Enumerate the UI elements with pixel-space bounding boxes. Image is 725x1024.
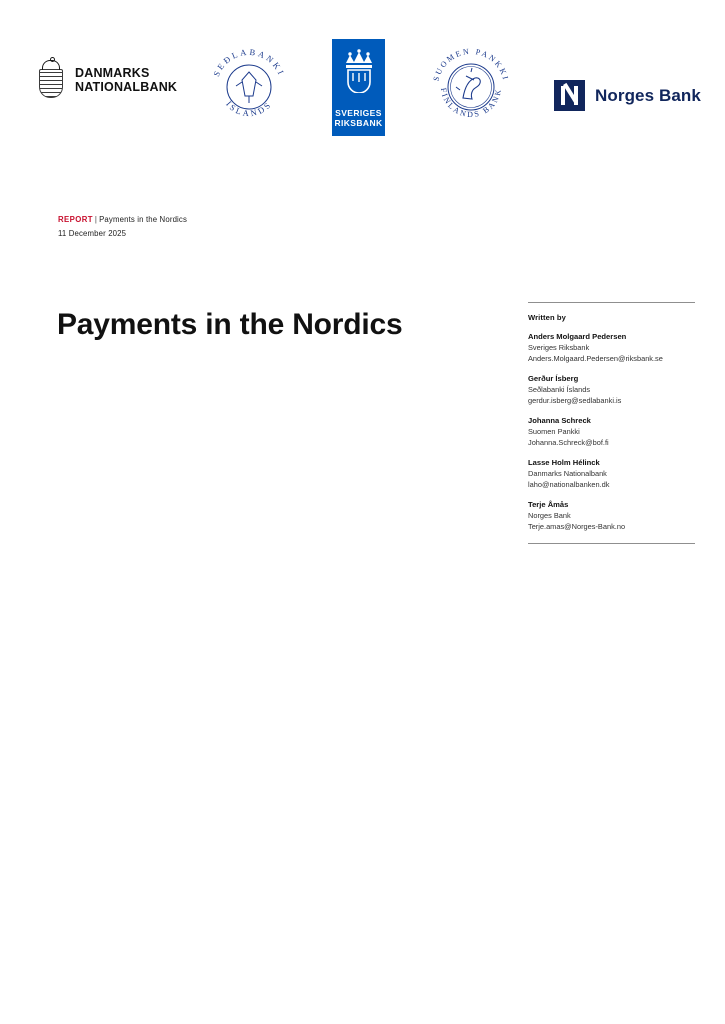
author-name: Terje Åmås — [528, 500, 569, 509]
authors-heading: Written by — [528, 313, 566, 322]
author-name: Anders Molgaard Pedersen — [528, 332, 627, 341]
meta-separator: | — [94, 215, 98, 224]
meta-date: 11 December 2025 — [58, 229, 127, 238]
author-email[interactable]: Johanna.Schreck@bof.fi — [528, 438, 609, 447]
riksbank-blue-block — [332, 39, 385, 136]
central-bank-logo-row — [0, 18, 725, 128]
author-entry — [528, 373, 695, 406]
author-organisation: Danmarks Nationalbank — [528, 469, 607, 478]
author-email[interactable]: Anders.Molgaard.Pedersen@riksbank.se — [528, 354, 663, 363]
logo-norges-bank-text: Norges Bank — [595, 85, 701, 105]
logo-sveriges-riksbank — [332, 39, 385, 136]
author-email[interactable]: gerdur.isberg@sedlabanki.is — [528, 396, 622, 405]
logo-sedlabanki-islands — [208, 46, 290, 128]
logo-dk-line1: DANMARKS — [75, 66, 150, 80]
author-entry — [528, 415, 695, 448]
report-kicker: REPORT — [58, 215, 93, 224]
riksbank-crown-icon — [340, 49, 378, 98]
author-entry — [528, 331, 695, 364]
author-name: Lasse Holm Hélinck — [528, 458, 600, 467]
svg-text:SUOMEN PANKKI: SUOMEN PANKKI — [431, 46, 511, 83]
author-name: Gerður Ísberg — [528, 374, 579, 383]
author-organisation: Sveriges Riksbank — [528, 343, 590, 352]
logo-danmarks-nationalbank-text — [75, 66, 177, 94]
svg-text:FINLANDS BANK: FINLANDS BANK — [438, 87, 504, 120]
suomen-pankki-seal-icon — [430, 46, 512, 128]
author-email[interactable]: Terje.amas@Norges-Bank.no — [528, 522, 626, 531]
authors-panel — [528, 302, 695, 544]
author-name: Johanna Schreck — [528, 416, 591, 425]
document-meta — [58, 214, 187, 240]
norges-bank-mark-icon — [554, 80, 585, 111]
danish-coat-of-arms-icon — [36, 60, 66, 100]
author-email[interactable]: laho@nationalbanken.dk — [528, 480, 610, 489]
logo-se-line1: SVERIGES — [335, 108, 382, 118]
sedlabanki-seal-icon — [208, 46, 290, 128]
svg-text:ÍSLANDS: ÍSLANDS — [224, 98, 274, 119]
logo-se-line2: RIKSBANK — [334, 118, 383, 128]
logo-dk-line2: NATIONALBANK — [75, 80, 178, 94]
author-organisation: Norges Bank — [528, 511, 571, 520]
logo-norges-bank — [554, 80, 701, 111]
author-organisation: Seðlabanki Íslands — [528, 385, 591, 394]
svg-text:SEÐLABANKI: SEÐLABANKI — [211, 46, 287, 78]
author-entry — [528, 499, 695, 532]
author-organisation: Suomen Pankki — [528, 427, 580, 436]
page-title: Payments in the Nordics — [57, 308, 403, 342]
logo-danmarks-nationalbank — [36, 60, 177, 100]
logo-suomen-pankki — [430, 46, 512, 128]
author-entry — [528, 457, 695, 490]
logo-riksbank-text — [332, 108, 385, 128]
meta-document-name: Payments in the Nordics — [99, 215, 188, 224]
